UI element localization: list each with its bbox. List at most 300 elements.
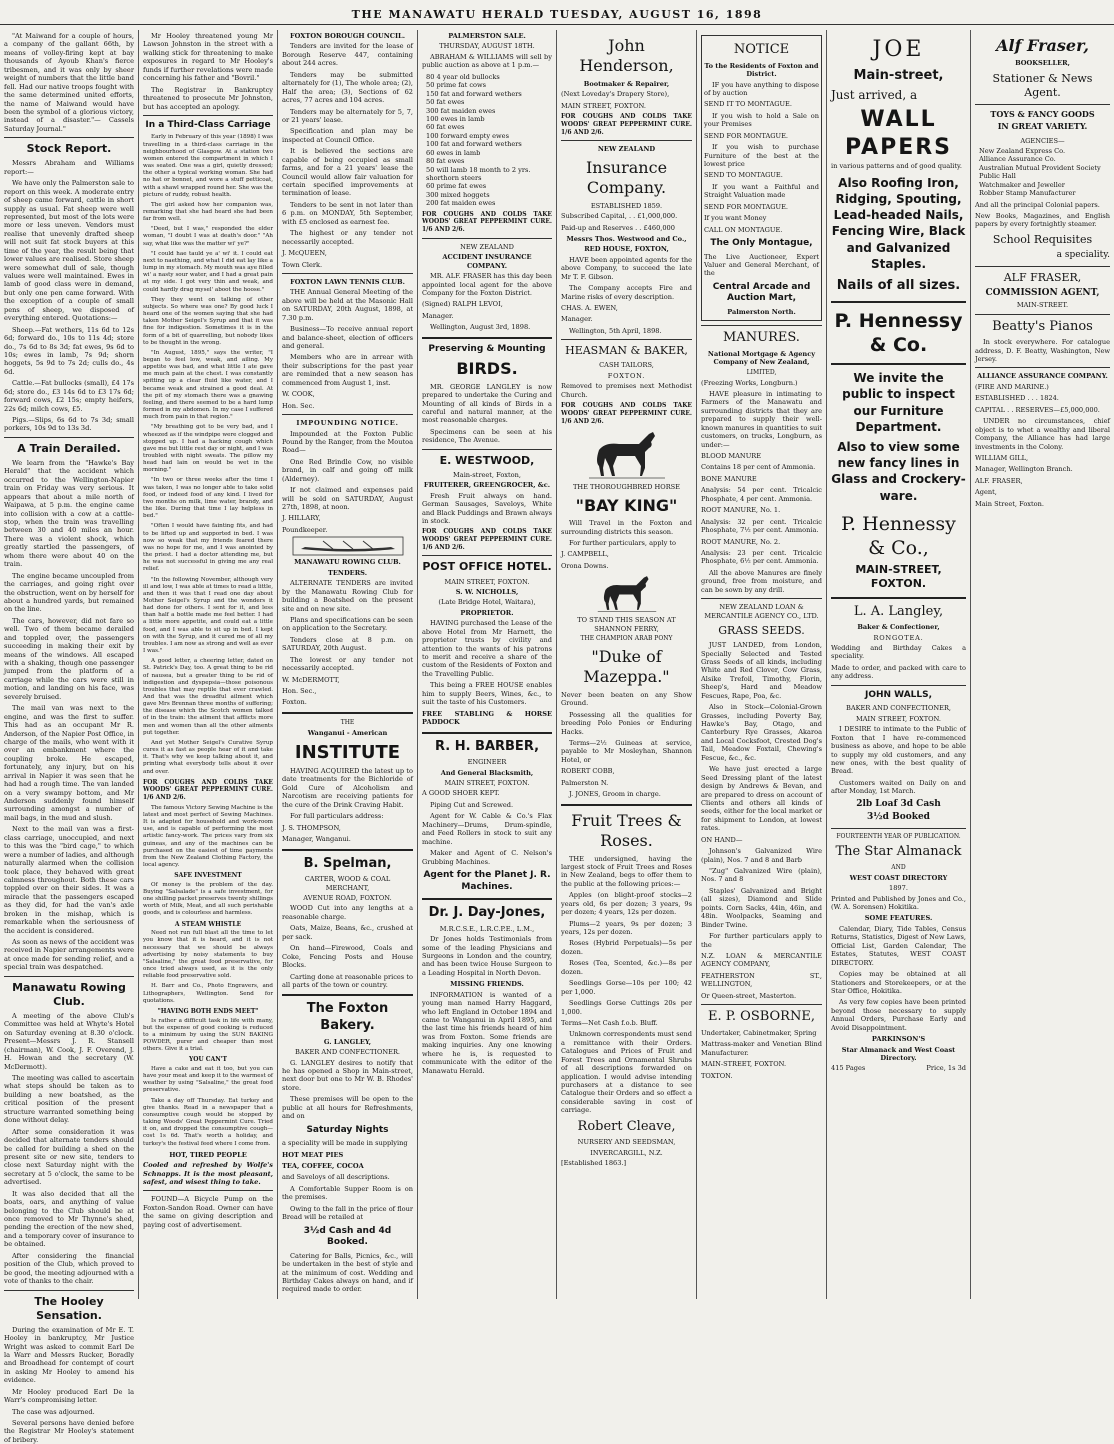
montague-line: SEND TO MONTAGUE. bbox=[704, 171, 783, 180]
article-paragraph: Mr Hooley produced Earl De la Warr's compromising letter. bbox=[4, 1387, 134, 1405]
list-item: 80 fat ewes bbox=[426, 157, 465, 166]
westwood-co-heading: Messrs Thos. Westwood and Co., bbox=[566, 234, 687, 243]
ad-paragraph: Tenders may be alternately for 5, 7, or 21 years' lease. bbox=[282, 107, 413, 124]
borough-council-heading: FOXTON BOROUGH COUNCIL. bbox=[289, 32, 405, 40]
manure-type: BONE MANURE bbox=[701, 474, 757, 483]
divider bbox=[4, 137, 134, 138]
ad-paragraph: Wedding and Birthday Cakes a speciality. bbox=[831, 644, 966, 661]
column-rule bbox=[138, 30, 139, 1299]
divider bbox=[701, 325, 822, 326]
list-item: 50 prime fat cows bbox=[426, 81, 487, 90]
article-paragraph: Sheep.—Fat wethers, 11s 6d to 12s 6d; forward do., 10s to 11s 4d; store do., 7s 6d to 8s 3d; fat ewes, 9s 6d to 10s; ewes in lamb, 7s 9d; shorn hoggets, 5s 9d to 7s 2d; culls do., 4s 6d. bbox=[4, 325, 134, 376]
divider bbox=[282, 414, 413, 415]
red-house-heading: RED HOUSE, FOXTON, bbox=[584, 245, 669, 254]
ad-paragraph: We have just erected a large Seed Dressing plant of the latest design by Andrews & Bevan, and are prepared to dress on account of Clients and others all kinds of seeds, either for the local market or for shipment to London, at lowest rates. bbox=[701, 765, 822, 833]
signature: W. COOK, bbox=[282, 390, 315, 399]
lawn-tennis-heading: FOXTON LAWN TENNIS CLUB. bbox=[290, 277, 405, 286]
article-paragraph: Mr Hooley threatened young Mr Lawson Johnston in the street with a walking stick for threatening to make exposures in regard to Mr Hooley's funds if further revelations were made concerning his father and "Bovril." bbox=[143, 32, 273, 83]
nz-loan-heading: NEW ZEALAND LOAN & MERCANTILE AGENCY CO., LTD. bbox=[704, 603, 819, 620]
ad-paragraph: Terms—2½ Guineas at service, payable to Mr Mosleyhan, Shannon Hotel, or bbox=[561, 738, 692, 764]
article-paragraph: The case was adjourned. bbox=[12, 1407, 95, 1416]
ad-paragraph: HAVE been appointed agents for the above Company, to succeed the late Mr T. F. Gibson. bbox=[561, 255, 692, 281]
ad-paragraph: ON HAND— bbox=[701, 835, 743, 844]
ad-paragraph: For further particulars apply to the bbox=[701, 932, 822, 949]
ad-paragraph: FEATHERSTON ST., WELLINGTON, bbox=[701, 971, 822, 989]
ad-paragraph: The lowest or any tender not necessarily accepted. bbox=[282, 655, 413, 673]
langley-place: RONGOTEA. bbox=[873, 633, 924, 642]
ad-paragraph: On hand—Firewood, Coals and Coke, Fencing Posts and House Blocks. bbox=[282, 944, 413, 970]
ad-paragraph: Dr Jones holds Testimonials from some of the leading Physicians and Surgeons in London and the country, and has been twice House Surgeon to a Leading Hospital in North Devon. bbox=[422, 935, 552, 977]
divider bbox=[282, 712, 413, 714]
article-paragraph: Take a day off Thursday. Eat turkey and give thanks. Read in a newspaper that a consumptive cough would be stopped by taking Woods' Great Peppermint Cure. Tried it on, and dropped the consumptive cough—cost 1s 6d. That's worth a holiday, and turkey's the festival feed where I come from. bbox=[143, 1097, 273, 1147]
article-paragraph: "Often I would have fainting fits, and had to be lifted up and supported in bed. I was now so weak that my friends feared there was no hope for me, and I was anointed by the priest. I had a doctor attending me, but he was not successful in giving me any real relief. bbox=[143, 523, 273, 573]
barber-heading: R. H. BARBER, bbox=[434, 738, 540, 754]
westwood-heading: E. WESTWOOD, bbox=[439, 453, 535, 467]
column-rule bbox=[556, 30, 557, 1299]
ad-paragraph: THE undersigned, having the largest stock of Fruit Trees and Roses in New Zealand, begs to offer them to the public at the following prices:— bbox=[561, 854, 692, 888]
list-item: 50 will lamb 18 month to 2 yrs. shorthorn steers bbox=[426, 165, 531, 182]
hennessy-heading: P. Hennessy & Co. bbox=[834, 309, 963, 356]
nz-insurance-nz: NEW ZEALAND bbox=[597, 145, 656, 154]
ad-paragraph: Tenders are invited for the lease of Borough Reserve 447, containing about 244 acres. bbox=[282, 42, 413, 68]
ad-paragraph: Business—To receive annual report and balance-sheet, election of officers and general. bbox=[282, 325, 413, 350]
article-paragraph: The Registrar in Bankruptcy threatened to prosecute Mr Johnston, but has accepted an apology. bbox=[143, 85, 273, 111]
divider bbox=[422, 238, 552, 239]
beatty-pianos-heading: Beatty's Pianos bbox=[992, 318, 1093, 334]
hotel-former: (Late Bridge Hotel, Waitara), bbox=[438, 598, 536, 607]
list-item: 100 ewes in lamb bbox=[426, 114, 485, 123]
list-item: 300 mixed hoggets bbox=[426, 190, 490, 199]
column-7 bbox=[831, 32, 966, 1299]
almanack-year: FOURTEENTH YEAR OF PUBLICATION. bbox=[836, 832, 961, 840]
horse-icon bbox=[587, 428, 667, 480]
list-item: Public Hall bbox=[979, 172, 1016, 181]
west-coast-directory: WEST COAST DIRECTORY bbox=[849, 873, 948, 882]
divider bbox=[701, 598, 822, 599]
ad-paragraph: MAIN-STREET, FOXTON. bbox=[701, 1060, 787, 1069]
ad-paragraph: Roses (Tea, Scented, &c.)—8s per dozen. bbox=[561, 959, 692, 976]
rowing-boat-icon bbox=[293, 537, 403, 555]
schnapps-ad: Cooled and refreshed by Wolfe's Schnapps. It is the most pleasant, safest, and wisest thing to take. bbox=[143, 1161, 273, 1186]
article-paragraph: "In August, 1895," says the writer, "I began to feel low, weak, and ailing. My appetite was bad, and what little I ate gave me much pain at the chest. I was constantly spitting up a clear fluid like water, and I became weak and strained a good deal. At the pit of my stomach there was a gnawing feeling, and there seemed to be a hard lump formed in my abdomen. In my case I suffered much from pain in that region." bbox=[143, 349, 273, 421]
article-paragraph: Is rather a difficult task in life with many, but the expense of good cooking is reduced to a minimum by using the SUN BAKING POWDER, purer and cheaper than most others. Give it a trial. bbox=[143, 1017, 273, 1053]
stock-list bbox=[422, 73, 552, 208]
nails-heading: Nails of all sizes. bbox=[836, 278, 961, 294]
signature-title: Hon. Sec., bbox=[282, 687, 317, 695]
article-paragraph: The meeting was called to ascertain what steps should be taken as to building a new boatshed, as the critical position of the present structure warranted something being done without delay. bbox=[4, 1074, 134, 1125]
notice-heading: NOTICE bbox=[733, 42, 790, 57]
column-2 bbox=[143, 32, 273, 1299]
wall-papers-heading: WALL PAPERS bbox=[844, 107, 953, 161]
roofing-iron-ad: Also Roofing Iron, Ridging, Spouting, Lead-headed Nails, Fencing Wire, Black and Galvanized Staples. bbox=[831, 175, 966, 271]
you-cant-heading: YOU CAN'T bbox=[188, 1056, 228, 1064]
rowing-club-tender-heading: MANAWATU ROWING CLUB. bbox=[294, 558, 401, 567]
ad-paragraph: Seedlings Gorse—10s per 100; 42 per 1,000. bbox=[561, 979, 692, 996]
montague-notice bbox=[701, 35, 822, 321]
hotel-proprietor: S. W. NICHOLLS, bbox=[455, 587, 519, 596]
signature: WILLIAM GILL, bbox=[975, 453, 1029, 462]
list-item: 60 fat ewes bbox=[426, 123, 465, 132]
ad-paragraph: Apples (on blight-proof stocks—2 years old, 6s per dozen; 3 years, 9s per dozen; 4 years, 12s per dozen. bbox=[561, 891, 692, 917]
ad-paragraph: WOOD Cut into any lengths at a reasonable charge. bbox=[282, 904, 413, 921]
ad-paragraph: TOXTON. bbox=[701, 1071, 733, 1080]
saturday-nights-heading: Saturday Nights bbox=[306, 1124, 389, 1135]
john-walls-heading: JOHN WALLS, bbox=[864, 689, 933, 700]
column-4 bbox=[422, 32, 552, 1299]
toys-subheading: IN GREAT VARIETY. bbox=[997, 121, 1088, 132]
manure-analysis: Analysis: 54 per cent. Tricalcic Phosphate, 4 per cent. Ammonia. bbox=[701, 486, 822, 503]
agencies-list bbox=[975, 147, 1110, 198]
institute-heading: INSTITUTE bbox=[294, 741, 401, 763]
signature-title: Manager. bbox=[422, 311, 454, 320]
hennessy-address: MAIN-STREET, FOXTON. bbox=[855, 563, 942, 591]
list-item: 60 prime fat ewes bbox=[426, 182, 487, 191]
ad-paragraph: Plums—2 years, 9s per dozen; 3 years, 12s per dozen. bbox=[561, 919, 692, 936]
list-item: Watchmaker and Jeweller bbox=[979, 180, 1065, 189]
divider bbox=[975, 266, 1110, 267]
notice-subheading: To the Residents of Foxton and District. bbox=[704, 61, 819, 79]
list-item: 200 fat maiden ewes bbox=[426, 199, 496, 208]
hotel-address: MAIN STREET, FOXTON. bbox=[444, 577, 530, 586]
day-jones-credentials: M.R.C.S.E., L.R.C.P.E., L.M., bbox=[439, 924, 535, 933]
almanack-price: Price, 1s 3d bbox=[926, 1064, 966, 1073]
ad-paragraph: ALTERNATE TENDERS are invited by the Manawatu Rowing Club for building a Boatshed on the present site and on new site. bbox=[282, 579, 413, 613]
column-3 bbox=[282, 32, 413, 1299]
palmerston-sale-date: THURSDAY, AUGUST 18TH. bbox=[439, 42, 535, 51]
article-paragraph: As soon as news of the accident was received in Napier arrangements were at once made for sending relief, and a special train was despatched. bbox=[4, 938, 135, 972]
list-item: 50 fat ewes bbox=[426, 98, 465, 107]
palmerston-sale-heading: PALMERSTON SALE. bbox=[448, 32, 526, 40]
divider bbox=[975, 314, 1110, 315]
ad-paragraph: Catering for Balls, Picnics, &c., will be undertaken in the best of style and at the minimum of cost. Wedding and Birthday Cakes always on hand, and if required made to order. bbox=[282, 1251, 413, 1294]
ad-paragraph: The Live Auctioneer, Expert Valuer and General Merchant, of the bbox=[704, 252, 819, 278]
article-paragraph: Messrs Abraham and Williams report:— bbox=[4, 159, 134, 176]
mazeppa-heading: "Duke of Mazeppa." bbox=[583, 646, 670, 687]
ad-paragraph: Seedlings Gorse Cuttings 20s per 1,000. bbox=[561, 999, 692, 1016]
ad-paragraph: Staples' Galvanized and Bright (all sizes), Diamond and Slide points. Corn Sacks, 44in, 46in, and 48in. Woolpacks, Seaming and Binder Twine. bbox=[701, 886, 822, 929]
almanack-and: AND bbox=[891, 864, 906, 872]
crockery-ad: Also to view some new fancy lines in Glass and Crockery-ware. bbox=[831, 440, 966, 503]
ad-paragraph: Also in Stock—Colonial-Grown Grasses, including Poverty Bay, Hawke's Bay, Otago, and Canterbury Rye Grasses, Akaroa and Local Cocksfoot, Crested Dog's Tail, Meadow Foxtail, Chewing's Fescue, &c., &c. bbox=[701, 703, 822, 762]
article-paragraph: "In the following November, although very ill and low, I was able at times to read a little, and then it was that I read one day about Mother Seigel's Syrup and the wonders it had done for others. I sent for it, and less than half a bottle made me feel better. I had a little more appetite, and could eat a little food, and I was able to sit up in bed. I kept on with the Syrup, and it cured me of all my troubles. I am now as strong and well as ever I was." bbox=[143, 576, 273, 655]
commission-agent-line: COMMISSION AGENT, bbox=[985, 287, 1100, 298]
ad-paragraph: ABRAHAM & WILLIAMS will sell by public auction as above at 1 p.m.— bbox=[422, 52, 552, 70]
masthead bbox=[0, 8, 1114, 25]
accident-insurance-heading: ACCIDENT INSURANCE COMPANY. bbox=[442, 253, 532, 270]
article-paragraph: Several persons have denied before the Registrar Mr Hooley's statement of bribery. bbox=[4, 1419, 134, 1444]
divider bbox=[422, 555, 552, 556]
manure-type: ROOT MANURE, No. 1. bbox=[701, 506, 781, 515]
ad-paragraph: HAVING ACQUIRED the latest up to date treatments for the Bichloride of Gold Cure of Alcoholism and Narcotism are receiving patients for the cure of the Drink Craving Habit. bbox=[282, 767, 413, 809]
ad-paragraph: Copies may be obtained at all Stationers and Storekeepers, or at the Star Office, Hokitika. bbox=[831, 970, 966, 995]
article-paragraph: The famous Victory Sewing Machine is the latest and most perfect of Sewing Machines. It is adapted for household and work-room use, and is capable of performing the most artistic fancy-work. The prices vary from six guineas, and any of the machines can be purchased on the easiest of time payments from the New Zealand Clothing Factory, the local agency. bbox=[143, 804, 273, 868]
list-item: 80 4 year old bullocks bbox=[426, 72, 500, 81]
ad-paragraph: These premises will be open to the public at all hours for Refreshments, and on bbox=[282, 1095, 413, 1121]
loaf-booked-price: 3½d Booked bbox=[867, 812, 930, 823]
article-paragraph: A meeting of the above Club's Committee was held at Whyte's Hotel on Saturday evening at 8.30 o'clock. Present—Messrs J. R. Stansell (chairman), W. Cook, J. F. Overend, J. H. Howan and the secretary (W. McDermott). bbox=[4, 1011, 134, 1071]
ad-paragraph: Mattrass-maker and Venetian Blind Manufacturer. bbox=[701, 1040, 822, 1057]
divider bbox=[701, 1004, 822, 1005]
palmerston-north-line: Palmerston North. bbox=[727, 307, 796, 316]
ad-paragraph: Members who are in arrear with their subscriptions for the past year are reminded that a new season has commenced from August 1, inst. bbox=[282, 353, 413, 387]
divider bbox=[143, 1190, 273, 1191]
column-rule bbox=[277, 30, 278, 1299]
ad-paragraph: Calendar, Diary, Tide Tables, Census Returns, Statistics, Digest of New Laws, Official List, Garden Calendar, The Estates, Statutes, WEST COAST DIRECTORY. bbox=[831, 924, 967, 967]
ad-paragraph: One Red Brindle Cow, no visible brand, in calf and going off milk (Alderney). bbox=[282, 457, 413, 483]
furniture-ad: We invite the public to inspect our Furniture Department. bbox=[842, 371, 955, 434]
divider bbox=[561, 804, 692, 806]
column-1 bbox=[4, 32, 135, 1444]
article-paragraph: "Deed, but I was," responded the elder woman, "I doubt I was at death's door." "Ah say, what like was the matter wi' ye?" bbox=[143, 226, 273, 247]
ad-paragraph: New Books, Magazines, and English papers by every fortnightly steamer. bbox=[975, 212, 1110, 229]
ad-paragraph: All the above Manures are finely ground, free from moisture, and can be sown by any drill. bbox=[701, 568, 822, 594]
national-mortgage-heading: National Mortgage & Agency Company of New Zealand, bbox=[707, 349, 816, 367]
walls-trade: BAKER AND CONFECTIONER, bbox=[845, 704, 952, 713]
peppermint-cure-ad: FOR COUGHS AND COLDS TAKE WOODS' GREAT PEPPERMINT CURE. 1/6 AND 2/6. bbox=[561, 113, 692, 136]
signature: J. McQUEEN, bbox=[282, 249, 327, 258]
ad-paragraph: (FIRE AND MARINE.) bbox=[975, 382, 1049, 391]
safe-investment-heading: SAFE INVESTMENT bbox=[174, 872, 242, 880]
article-paragraph: The engine became uncoupled from the carriages, and going right over the obstruction, went on by herself for about a hundred yards, but remained on the line. bbox=[4, 571, 134, 614]
bakery-trade: BAKER AND CONFECTIONER. bbox=[294, 1048, 401, 1057]
post-office-hotel-heading: POST OFFICE HOTEL. bbox=[422, 560, 552, 574]
westwood-trade: FRUITERER, GREENGROCER, &c. bbox=[423, 481, 551, 490]
ad-paragraph: Customers waited on Daily on and after Monday, 1st March. bbox=[831, 778, 966, 796]
ad-paragraph: Specimens can be seen at his residence, The Avenue. bbox=[422, 427, 552, 445]
manure-analysis: Contains 18 per cent of Ammonia. bbox=[701, 463, 816, 472]
masthead-title: THE MANAWATU HERALD TUESDAY, AUGUST 16, 1898 bbox=[351, 8, 763, 21]
some-features-heading: SOME FEATURES. bbox=[864, 914, 933, 923]
ad-paragraph: Possessing all the qualities for breeding Polo Ponies or Enduring Hacks. bbox=[561, 710, 692, 736]
article-paragraph: During the examination of Mr E. T. Hooley in bankruptcy, Mr Justice Wright was asked to commit Earl De la Warr and Messrs Rucker, Boradly and Broadhead for contempt of court in asking Mr Hooley to amend his evidence. bbox=[4, 1325, 134, 1385]
list-item: 60 ewes in lamb bbox=[426, 148, 481, 157]
ad-paragraph: INFORMATION is wanted of a young man named Harry Haggard, who left England in October 1894 and came to Wanganui in April 1895, and the last time his friends heard of him was from Foxton. Some friends are making inquiries. Any one knowing where he is, is requested to communicate with the editor of the Manawatu Herald. bbox=[422, 990, 552, 1075]
peppermint-cure-ad: FOR COUGHS AND COLDS TAKE WOODS' GREAT PEPPERMINT CURE. 1/6 AND 2/6. bbox=[422, 528, 552, 551]
ad-paragraph: Plans and specifications can be seen on application to the Secretary. bbox=[282, 615, 413, 633]
agencies-heading: AGENCIES— bbox=[1020, 136, 1065, 145]
divider bbox=[143, 115, 273, 116]
montague-line: SEND FOR MONTAGUE. bbox=[704, 131, 788, 140]
divider bbox=[4, 976, 134, 977]
pony-icon bbox=[595, 573, 659, 613]
divider bbox=[282, 849, 413, 851]
page-count: 415 Pages bbox=[831, 1064, 866, 1073]
divider bbox=[282, 994, 413, 996]
ad-paragraph: MR. GEORGE LANGLEY is now prepared to undertake the Curing and Mounting of all kinds of Birds in a careful and natural manner, at the most reasonable charges. bbox=[422, 382, 552, 425]
ad-paragraph: The highest or any tender not necessarily accepted. bbox=[282, 229, 413, 246]
article-paragraph: Need not run full blast all the time to let you know that it is heard, and it is not necessary that we should be always advertising by noisy statements to buy "Salsaline," the great food preservative, for once tried always used, as it is the only reliable food preservative sold. bbox=[143, 930, 273, 980]
list-item: 100 fat and forward wethers bbox=[426, 140, 522, 149]
column-rule bbox=[417, 30, 418, 1299]
list-item: Robber Stamp Manufacturer bbox=[979, 189, 1076, 198]
signature: CHAS. A. EWEN, bbox=[561, 304, 618, 313]
ad-paragraph: A GOOD SHOER KEPT. bbox=[422, 789, 500, 798]
cleave-place: INVERCARGILL, N.Z. bbox=[590, 1148, 663, 1157]
article-paragraph: "In two or three weeks after the time I was taken, I was no longer able to take solid food, or indeed food of any kind. I lived for two months on milk, lime water, brandy, and the like. During that time I lay helpless in bed." bbox=[143, 477, 273, 520]
column-6 bbox=[701, 32, 822, 1299]
divider bbox=[422, 732, 552, 734]
article-paragraph: And yet Mother Seigel's Curative Syrup cures it as fast as people hear of it and take it. That's why we keep talking about it, and printing what everybody tells about it over and over. bbox=[143, 739, 273, 775]
hennessy-heading-2: P. Hennessy & Co., bbox=[841, 512, 956, 560]
westwood-address: Main-street, Foxton, bbox=[453, 470, 521, 479]
ad-paragraph: I DESIRE to intimate to the Public of Foxton that I have re-commenced business as above, and hope to be able to supply my old customers, and any new ones, with the best quality of Bread. bbox=[831, 725, 966, 776]
ad-paragraph: HOT MEAT PIES bbox=[282, 1150, 344, 1159]
ad-paragraph: Tenders may be submitted alternately for (1), The whole area; (2), Half the area; (3), Sections of 62 acres, 77 acres and 104 acres. bbox=[282, 70, 413, 105]
ad-paragraph: ESTABLISHED . . . 1824. bbox=[975, 394, 1059, 403]
limited-line: LIMITED, bbox=[746, 368, 777, 376]
divider bbox=[4, 437, 134, 438]
impounding-heading: IMPOUNDING NOTICE. bbox=[296, 419, 399, 428]
ad-paragraph: J. JONES, Groom in charge. bbox=[569, 790, 661, 799]
bay-king-intro: THE THOROUGHBRED HORSE bbox=[572, 483, 680, 492]
tenders-subheading: TENDERS. bbox=[327, 568, 367, 577]
almanack-year-number: 1897. bbox=[889, 884, 908, 893]
article-paragraph: After some consideration it was decided that alternate tenders should be called for building a shed on the present site or new site, tenders to close next Saturday night with the secretary at 5 o'clock, the same to be advertised. bbox=[4, 1127, 134, 1187]
montague-line: CALL ON MONTAGUE. bbox=[704, 225, 783, 234]
osborne-heading: E. P. OSBORNE, bbox=[708, 1009, 815, 1025]
alf-fraser-heading: Alf Fraser, bbox=[996, 36, 1089, 55]
ad-paragraph: For further particulars, apply to bbox=[569, 538, 677, 547]
ad-paragraph: Wellington, 5th April, 1898. bbox=[569, 326, 662, 335]
langley-heading: L. A. Langley, bbox=[853, 603, 944, 619]
hooley-heading: The Hooley Sensation. bbox=[34, 1294, 104, 1322]
list-item: 300 fat maiden ewes bbox=[426, 106, 496, 115]
parkinsons-heading: PARKINSON'S bbox=[871, 1035, 926, 1044]
walls-address: MAIN STREET, FOXTON. bbox=[856, 714, 941, 723]
ad-paragraph: FREE STABLING & HORSE PADDOCK bbox=[422, 709, 552, 727]
planet-agent-heading: Agent for the Planet J. R. Machines. bbox=[423, 869, 551, 892]
signature: J. S. THOMPSON, bbox=[282, 823, 341, 832]
found-notice: FOUND—A Bicycle Pump on the Foxton-Sandon Road. Owner can have the same on giving description and paying cost of advertisement. bbox=[143, 1195, 273, 1229]
signature: J. CAMPBELL, bbox=[561, 550, 609, 559]
just-arrived-line: Just arrived, a bbox=[831, 87, 918, 102]
article-paragraph: "I could hae tauld ye a' wi' it. I could eat next to naething, and what I did eat lay like a lump in my stomach. My mouth was aye filled wi' a nasty sour water, and I had a great pain at my side. I got very thin and weak, and could hardly drag mysel' aboot the hoose." bbox=[143, 250, 274, 293]
manure-analysis: Analysis: 23 per cent. Tricalcic Phosphate, 6½ per cent. Ammonia. bbox=[701, 548, 822, 566]
missing-friends-heading: MISSING FRIENDS. bbox=[450, 980, 524, 989]
article-paragraph: Cattle.—Fat bullocks (small), £4 17s 6d; store do., £3 14s 6d to £3 17s 6d; forward cows, £2 15s; empty heifers, 22s 6d; milch cows, £5. bbox=[4, 379, 134, 413]
maiwand-quote: "At Maiwand for a couple of hours, a company of the gallant 66th, by means of volley-firing kept at bay thousands of Ayoub Khan's fierce tribesmen, and it was only by sheer weight of numbers that the little band fell. Had our native troops fought with the same determined united efforts, the name of Maiwand would have been the symbol of a glorious victory, instead of a disaster."— Cassels Saturday Journal." bbox=[4, 32, 134, 133]
divider bbox=[561, 339, 692, 340]
column-8 bbox=[975, 32, 1110, 1299]
article-paragraph: "My breathing got to be very bad, and I wheezed as if the windpipe were clogged and stopped up. I had a hacking cough which gave me but little rest day or night, and I was troubled with night sweats. The pillow my head had lain on would be wet in the morning." bbox=[143, 424, 273, 474]
signature-title: Manager. bbox=[561, 315, 593, 324]
main-street-heading: Main-street, bbox=[853, 68, 944, 84]
signature-title: Hon. Sec. bbox=[282, 401, 315, 410]
institute-the: THE bbox=[340, 718, 355, 726]
langley-trade: Baker & Confectioner, bbox=[857, 623, 940, 632]
ad-paragraph: Will Travel in the Foxton and surrounding districts this season. bbox=[561, 519, 692, 536]
divider bbox=[831, 597, 966, 599]
ad-paragraph: THE Annual General Meeting of the above will be held at the Masonic Hall on SATURDAY, 20th August, 1898, at 7.30 p.m. bbox=[282, 288, 413, 322]
signature-title: Poundkeeper. bbox=[282, 525, 328, 534]
spelman-heading: B. Spelman, bbox=[303, 855, 392, 871]
ad-paragraph: If you wish to purchase Furniture of the best at the lowest price bbox=[704, 143, 819, 168]
third-class-carriage-heading: In a Third-Class Carriage bbox=[145, 119, 271, 130]
fruit-trees-heading: Fruit Trees & Roses. bbox=[571, 810, 682, 851]
cleave-heading: Robert Cleave, bbox=[577, 1118, 676, 1134]
signature-title: Agent, bbox=[975, 488, 997, 497]
hot-tired-heading: HOT, TIRED PEOPLE bbox=[169, 1150, 247, 1159]
shannon-heading: TO STAND THIS SEASON AT SHANNON FERRY, bbox=[577, 616, 676, 633]
ad-paragraph: Specification and plan may be inspected at Council Office. bbox=[282, 127, 413, 144]
column-rule bbox=[826, 30, 827, 1299]
nz-insurance-heading: Insurance Company. bbox=[585, 157, 668, 198]
rowing-club-heading: Manawatu Rowing Club. bbox=[12, 980, 126, 1008]
signature-title: Town Clerk. bbox=[282, 260, 323, 269]
divider bbox=[975, 367, 1110, 368]
ad-paragraph: Fresh Fruit always on hand. German Sausages, Saveloys, White and Black Puddings and Brawn always in stock. bbox=[422, 491, 552, 526]
star-almanack-heading: The Star Almanack bbox=[835, 844, 962, 860]
divider bbox=[561, 140, 692, 141]
ad-paragraph: Made to order, and packed with care to any address. bbox=[831, 663, 966, 681]
list-item: 100 forward empty ewes bbox=[426, 131, 509, 140]
ad-paragraph: Owing to the fall in the price of flour Bread will be retailed at bbox=[282, 1204, 413, 1222]
divider bbox=[831, 301, 966, 303]
toys-heading: TOYS & FANCY GOODS bbox=[990, 109, 1095, 120]
column-rule bbox=[696, 30, 697, 1299]
divider bbox=[831, 363, 966, 365]
montague-line: SEND IT TO MONTAGUE. bbox=[704, 100, 792, 109]
manures-heading: MANURES. bbox=[723, 330, 800, 346]
stationer-heading: Stationer & News Agent. bbox=[992, 71, 1093, 99]
montague-line: SEND FOR MONTAGUE. bbox=[704, 202, 788, 211]
ad-paragraph: HAVE pleasure in intimating to Farmers of the Manawatu and surrounding districts that they are prepared to supply their well-known manures in quantities to suit customers, on trucks, Longburn, as under:— bbox=[701, 389, 822, 449]
ad-paragraph: Tenders close at 8 p.m. on SATURDAY, 20th August. bbox=[282, 635, 413, 653]
article-paragraph: Have a cake and eat it too, but you can have your meat and keep it to the warmest of weather by using "Salsaline," the great food preservative. bbox=[143, 1065, 273, 1094]
cleave-trade: NURSERY AND SEEDSMAN, bbox=[577, 1138, 676, 1147]
column-rule bbox=[970, 30, 971, 1299]
bookseller-line: BOOKSELLER, bbox=[1015, 59, 1070, 68]
ad-paragraph: The Company accepts Fire and Marine risks of every description. bbox=[561, 284, 692, 301]
ad-paragraph: N.Z. LOAN & MERCANTILE AGENCY COMPANY, bbox=[701, 951, 822, 969]
ad-paragraph: It is believed the sections are capable of being occupied as small farms, and for a 21 years' lease the Council would allow fair valuation for certain specified improvements at termination of lease. bbox=[282, 147, 413, 198]
divider bbox=[422, 337, 552, 339]
divider bbox=[422, 449, 552, 450]
article-paragraph: Next to the mail van was a first-class carriage, unoccupied, and next to this was the "bird cage," to which were a number of ladies, and although naturally alarmed when the collision took place, they behaved with great calmness throughout. Both these cars toppled over on their sides. It was a miracle that the passengers escaped as they did, for had the van's axle broken in the mishap, which is remarkable when the seriousness of the accident is considered. bbox=[4, 825, 134, 935]
ad-paragraph: Tenders to be sent in not later than 6 p.m. on MONDAY, 5th September, with £5 enclosed as earnest fee. bbox=[282, 200, 413, 226]
signature: (Signed) RALPH LEVOI, bbox=[422, 300, 503, 309]
bay-king-heading: "BAY KING" bbox=[575, 495, 678, 515]
ad-paragraph: Printed and Published by Jones and Co., (W. A. Sorensen) Hokitika. bbox=[831, 894, 966, 911]
peppermint-cure-ad: FOR COUGHS AND COLDS TAKE WOODS' GREAT PEPPERMINT CURE. 1/6 AND 2/6. bbox=[422, 210, 552, 234]
central-arcade-heading: Central Arcade and Auction Mart, bbox=[712, 281, 811, 304]
ad-paragraph: Roses (Hybrid Perpetuals)—5s per dozen. bbox=[561, 939, 692, 956]
signature-place: Foxton. bbox=[282, 698, 307, 707]
ad-paragraph: Piping Cut and Screwed. bbox=[430, 800, 514, 809]
ad-paragraph: "Zug" Galvanized Wire (plain), Nos. 7 and 8 bbox=[701, 867, 822, 884]
signature-title: Manager, Wellington Branch. bbox=[975, 465, 1073, 474]
ad-paragraph: This being a FREE HOUSE enables him to supply Beers, Wines, &c., to suit the taste of his Customers. bbox=[422, 681, 552, 707]
article-paragraph: The mail van was next to the engine, and was the first to suffer. This had as an occupant Mr R. Anderson, of the Napier Post Office, in charge of the mails, who went with it over an embankment where the coupling broke. He escaped, fortunately, any injury, but on his arrival in Napier it was seen that he had had a rough time. The van landed on a very swampy bottom, and Mr Anderson suddenly found himself surrounding amongst a number of mail bags, in the mud and slush. bbox=[4, 704, 134, 822]
divider bbox=[422, 898, 552, 900]
loaf-cash-price: 2lb Loaf 3d Cash bbox=[856, 798, 941, 809]
ad-paragraph: MAIN STREET, FOXTON. bbox=[561, 101, 646, 110]
heasman-place: FOXTON. bbox=[607, 371, 646, 380]
champion-pony-line: THE CHAMPION ARAB PONY bbox=[580, 635, 673, 643]
ad-paragraph: If not claimed and expenses paid will be sold on SATURDAY, August 27th, 1898, at noon. bbox=[282, 486, 413, 511]
signature: J. HILLARY, bbox=[282, 514, 321, 523]
article-paragraph: We learn from the "Hawke's Bay Herald" that the accident which occurred to the Wellington-Napier train on Friday was very serious. It appears that about a mile north of Waipawa, at 5 p.m. the engine came into collision with a cow at a cattle-stop, when the train was travelling between 30 and 40 miles an hour. There was a violent shock, which greatly startled the passengers, of whom there were about 40 on the train. bbox=[4, 458, 134, 569]
divider bbox=[975, 104, 1110, 105]
ad-paragraph: A Comfortable Supper Room is on the premises. bbox=[282, 1184, 413, 1202]
ad-paragraph: Impounded at the Foxton Public Pound by the Ranger, from the Moutoa Road— bbox=[282, 429, 413, 455]
column-5 bbox=[561, 32, 692, 1299]
ad-paragraph: a speciality will be made in supplying bbox=[282, 1139, 408, 1148]
nz-insurance-established: ESTABLISHED 1859. bbox=[590, 201, 663, 210]
barber-trade-2: And General Blacksmith, bbox=[440, 768, 534, 777]
article-paragraph: They they went on talking of other subjects. So where was one? By good luck I heard one of the women saying that she had taken Mother Seigel's Syrup and that it was fine for indigestion. Sometimes it is in the form of a bit of quarrelling, but nobody likes to be thought in the wrong. bbox=[143, 296, 273, 346]
day-jones-heading: Dr. J. Day-Jones, bbox=[428, 905, 546, 921]
